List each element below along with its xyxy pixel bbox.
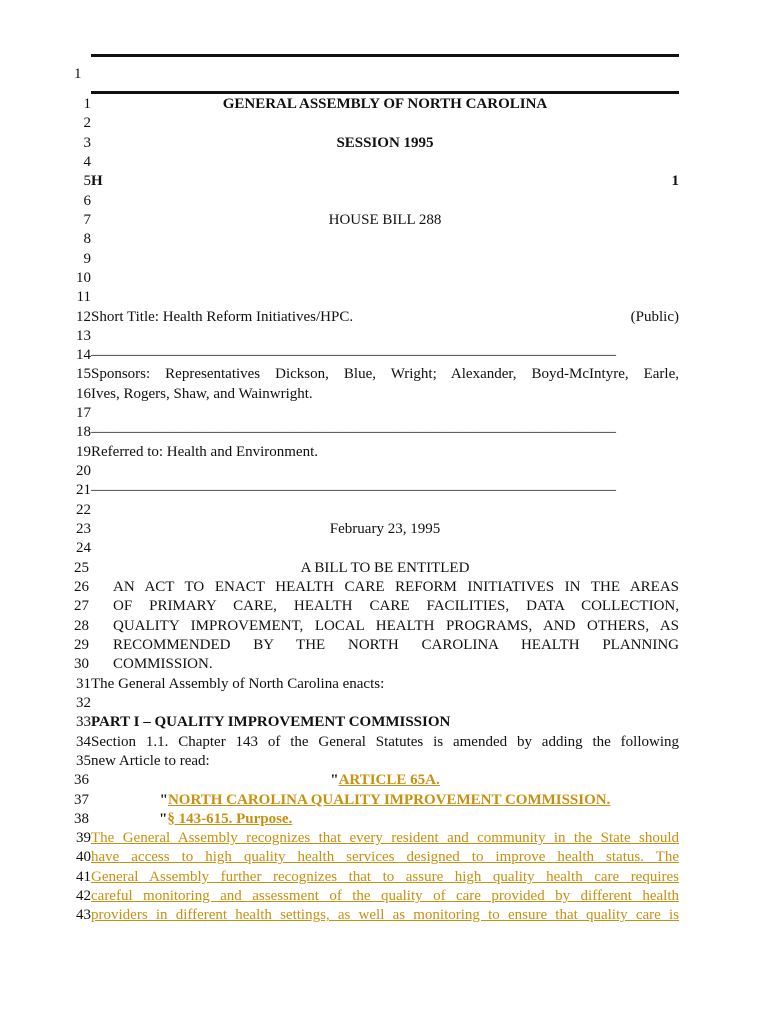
line-number: 30: [74, 656, 89, 673]
document-line: [0, 655, 770, 674]
text-content: H: [91, 173, 103, 190]
inserted-text: careful monitoring and assessment of the quality of care provided by different health: [91, 888, 679, 905]
document-line: [0, 694, 770, 713]
line-text: [91, 675, 679, 694]
document-line: [0, 578, 770, 597]
line-number: 37: [74, 791, 89, 808]
line-text: [91, 385, 679, 404]
line-number: 35: [76, 752, 91, 769]
document-line: [0, 675, 770, 694]
line-number: 7: [83, 211, 91, 228]
line-text: [91, 887, 679, 906]
document-line: [0, 288, 770, 307]
line-number: 28: [74, 617, 89, 634]
line-text: [91, 95, 679, 114]
line-text: [113, 636, 679, 655]
line-number: 42: [76, 888, 91, 905]
text-content: SESSION 1995: [336, 134, 434, 151]
document-line: [0, 172, 770, 191]
document-line: [0, 250, 770, 269]
text-content: ———————————————————————————————————: [91, 482, 616, 499]
text-content: Ives, Rogers, Shaw, and Wainwright.: [91, 385, 313, 402]
line-number: 11: [76, 289, 91, 306]
document-line: [0, 230, 770, 249]
inserted-text: have access to high quality health services designed to improve health status. The: [91, 849, 679, 866]
line-number: 5: [83, 173, 91, 190]
document-line: [0, 810, 770, 829]
text-content: PART I – QUALITY IMPROVEMENT COMMISSION: [91, 714, 451, 731]
inserted-text: General Assembly further recognizes that to assure high quality health care requires: [91, 868, 679, 885]
text-content: ———————————————————————————————————: [91, 424, 616, 441]
line-number: 3: [83, 134, 91, 151]
document-line: [0, 597, 770, 616]
text-content: February 23, 1995: [329, 521, 441, 538]
document-line: [0, 733, 770, 752]
line-text: [91, 868, 679, 887]
document-line: [0, 365, 770, 384]
line-number: 4: [83, 153, 91, 170]
line-text: [91, 308, 679, 327]
inserted-text: The General Assembly recognizes that every resident and community in the State should: [91, 830, 679, 847]
line-number: 2: [83, 115, 91, 132]
document-line: [0, 404, 770, 423]
text-content: RECOMMENDED BY THE NORTH CAROLINA HEALTH PLANNING: [113, 636, 679, 653]
line-number: 12: [76, 308, 91, 325]
open-quote: ": [159, 791, 168, 808]
line-text: [91, 134, 679, 153]
line-text: [91, 752, 679, 771]
line-text: [113, 578, 679, 597]
line-number: 23: [76, 521, 91, 538]
line-text: [91, 520, 679, 539]
header-line: [0, 65, 770, 84]
line-text: [91, 791, 679, 810]
line-number: 8: [83, 231, 91, 248]
line-text: [113, 655, 679, 674]
document-line: [0, 385, 770, 404]
line-text: [91, 346, 679, 365]
line-number: 6: [83, 192, 91, 209]
line-number: 21: [76, 482, 91, 499]
line-text: [113, 617, 679, 636]
line-number: 39: [76, 830, 91, 847]
line-text: [91, 481, 679, 500]
document-line: [0, 539, 770, 558]
line-number: 22: [76, 501, 91, 518]
document-line: [0, 481, 770, 500]
line-number: 26: [74, 579, 89, 595]
line-number: 17: [76, 405, 91, 422]
inserted-text: NORTH CAROLINA QUALITY IMPROVEMENT COMMISSION.: [167, 791, 611, 808]
document-line: [0, 308, 770, 327]
document-line: [0, 501, 770, 520]
line-number: 33: [76, 714, 91, 731]
text-content: OF PRIMARY CARE, HEALTH CARE FACILITIES, DATA COLLECTION,: [113, 598, 679, 615]
line-number: 1: [74, 66, 82, 82]
document-line: [0, 713, 770, 732]
header-rule: [91, 91, 679, 94]
text-content: A BILL TO BE ENTITLED: [300, 559, 470, 576]
inserted-text: ARTICLE 65A.: [338, 772, 440, 789]
line-text: [91, 829, 679, 848]
line-number: 19: [76, 443, 91, 460]
document-line: [0, 346, 770, 365]
line-number: 32: [76, 694, 91, 711]
line-number: 16: [76, 385, 91, 402]
document-line: [0, 906, 770, 925]
top-rule: [91, 54, 679, 57]
line-number: 15: [76, 366, 91, 383]
inserted-text: providers in different health settings, as well as monitoring to ensure that quality care is: [91, 907, 679, 924]
line-text: [91, 443, 679, 462]
line-text: [91, 848, 679, 867]
line-text: [113, 597, 679, 616]
document-line: [0, 829, 770, 848]
line-number: 18: [76, 424, 91, 441]
line-number: 43: [76, 907, 91, 924]
line-text: [91, 713, 679, 732]
text-content: AN ACT TO ENACT HEALTH CARE REFORM INITIATIVES IN THE AREAS: [113, 579, 679, 595]
line-text: [91, 733, 679, 752]
document-line: [0, 848, 770, 867]
open-quote: ": [159, 810, 168, 827]
text-content: GENERAL ASSEMBLY OF NORTH CAROLINA: [222, 96, 548, 112]
line-text: [91, 559, 679, 578]
line-number: 27: [74, 598, 89, 615]
line-text: [91, 365, 679, 384]
line-number: 40: [76, 849, 91, 866]
line-number: 41: [76, 868, 91, 885]
text-content: COMMISSION.: [113, 656, 213, 673]
line-text: [91, 771, 679, 790]
text-content: Short Title: Health Reform Initiatives/HPC.: [91, 308, 354, 325]
line-text: [91, 211, 679, 230]
document-line: [0, 617, 770, 636]
document-line: [0, 153, 770, 172]
document-line: [0, 868, 770, 887]
document-line: [0, 752, 770, 771]
line-text: [91, 906, 679, 925]
line-number: 36: [74, 772, 89, 789]
line-number: 20: [76, 463, 91, 480]
line-number: 14: [76, 347, 91, 364]
text-content: HOUSE BILL 288: [328, 211, 442, 228]
text-content: QUALITY IMPROVEMENT, LOCAL HEALTH PROGRAMS, AND OTHERS, AS: [113, 617, 679, 634]
document-line: [0, 192, 770, 211]
line-number: 29: [74, 636, 89, 653]
document-line: [0, 269, 770, 288]
line-text: [159, 810, 679, 829]
document-line: [0, 887, 770, 906]
line-number: 9: [83, 250, 91, 267]
document-line: [0, 443, 770, 462]
document-line: [0, 520, 770, 539]
text-content: Sponsors: Representatives Dickson, Blue, Wright; Alexander, Boyd-McIntyre, Earle,: [91, 366, 679, 383]
line-text: [91, 172, 679, 191]
document-line: [0, 791, 770, 810]
line-number: 25: [74, 559, 89, 576]
inserted-text: § 143-615. Purpose.: [167, 810, 293, 827]
document-line: [0, 211, 770, 230]
text-content: The General Assembly of North Carolina enacts:: [91, 675, 385, 692]
document-line: [0, 327, 770, 346]
right-text: 1: [671, 173, 679, 190]
open-quote: ": [330, 772, 339, 789]
document-line: [0, 134, 770, 153]
line-number: 34: [76, 733, 91, 750]
line-text: [91, 423, 679, 442]
text-content: ———————————————————————————————————: [91, 347, 616, 364]
document-line: [0, 95, 770, 114]
line-number: 13: [76, 327, 91, 344]
text-content: new Article to read:: [91, 752, 210, 769]
text-content: Referred to: Health and Environment.: [91, 443, 319, 460]
line-number: 38: [74, 810, 89, 827]
document-line: [0, 462, 770, 481]
line-number: 10: [76, 269, 91, 286]
line-number: 24: [76, 540, 91, 557]
document-line: [0, 114, 770, 133]
right-text: (Public): [630, 308, 679, 325]
document-line: [0, 559, 770, 578]
line-number: 1: [83, 96, 91, 112]
text-content: Section 1.1. Chapter 143 of the General Statutes is amended by adding the following: [91, 733, 679, 750]
document-line: [0, 423, 770, 442]
line-number: 31: [76, 675, 91, 692]
document-line: [0, 771, 770, 790]
document-line: [0, 636, 770, 655]
